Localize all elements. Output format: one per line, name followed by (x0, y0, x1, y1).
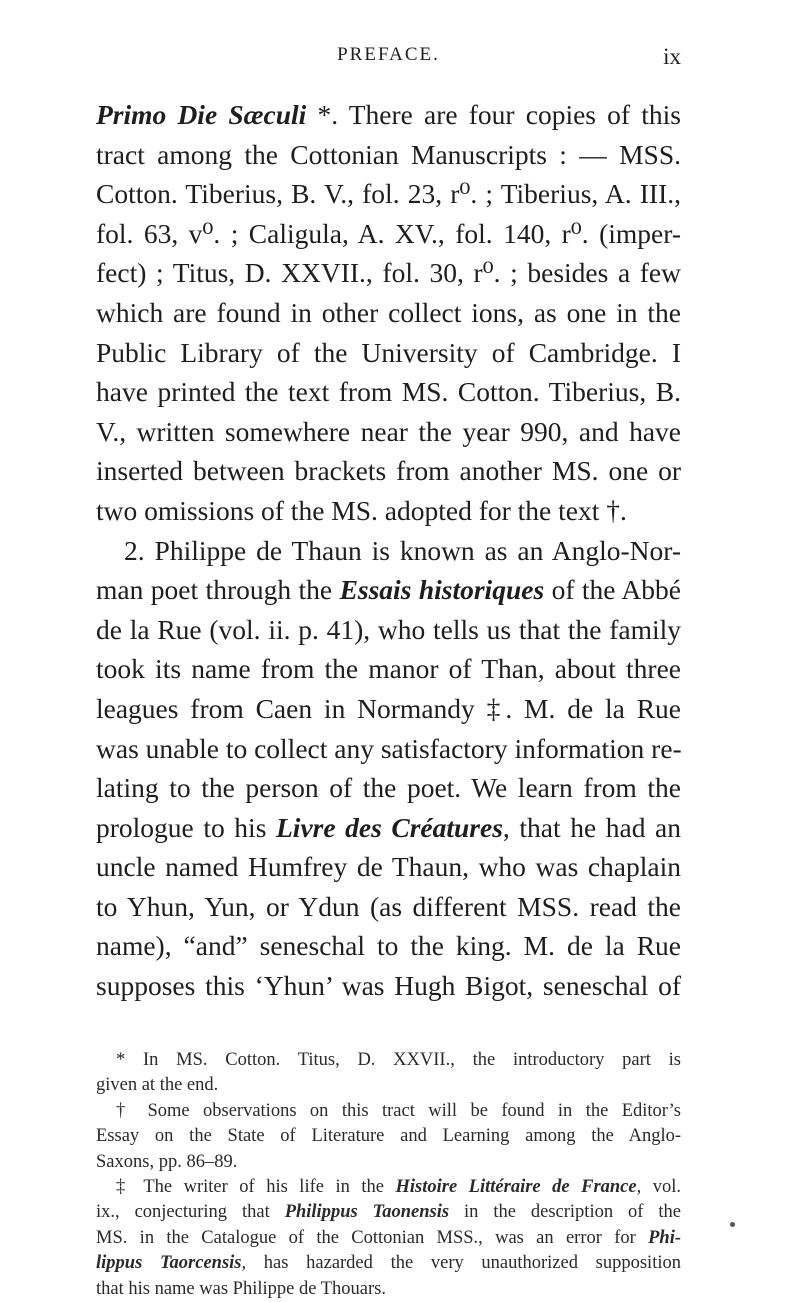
running-title: PREFACE. (337, 44, 440, 65)
footnote-1: * In MS. Cotton. Titus, D. XXVII., the introductory part is (116, 1050, 681, 1070)
text-line: took its name from the manor of Than, about three (96, 653, 681, 685)
footnote-2: † Some observations on this tract will be found in the Editor’s (116, 1100, 681, 1121)
footnote-3-cont: that his name was Philippe de Thouars. (96, 1278, 386, 1299)
text-line: V., written somewhere near the year 990, and have (96, 415, 681, 447)
footnote-3-cont: ix., conjecturing that Philippus Taonensis in the description of the (96, 1202, 681, 1223)
page-header (96, 44, 681, 74)
footnote-2-cont: Essay on the State of Literature and Learning among the Anglo- (96, 1126, 681, 1147)
text-line: uncle named Humfrey de Thaun, who was chaplain (96, 851, 681, 883)
text-line: man poet through the Essais historiques of the Abbé (96, 574, 681, 606)
footnote-3: ‡ The writer of his life in the Histoire Littéraire de France, vol. (116, 1177, 682, 1198)
text-line: tract among the Cottonian Manuscripts : — MSS. (96, 138, 681, 170)
footnote-2-cont: Saxons, pp. 86–89. (96, 1151, 238, 1172)
text-line: fol. 63, v⁰. ; Caligula, A. XV., fol. 140, r⁰. (imper- (96, 217, 681, 249)
footnote-marker: * (116, 1050, 126, 1070)
text-line: to Yhun, Yun, or Ydun (as different MSS. read the (96, 890, 681, 922)
text-line: 2. Philippe de Thaun is known as an Anglo-Nor- (124, 534, 681, 566)
text-line: prologue to his Livre des Créatures, that he had an (96, 811, 681, 843)
text-line: name), “and” seneschal to the king. M. de la Rue (96, 930, 681, 962)
text-line: Primo Die Sæculi *. There are four copies of this (96, 99, 681, 130)
text-line: Public Library of the University of Cambridge. I (96, 336, 681, 368)
text-line: two omissions of the MS. adopted for the text †. (96, 494, 627, 526)
text-line: supposes this ‘Yhun’ was Hugh Bigot, seneschal of (96, 970, 681, 1002)
text-line: de la Rue (vol. ii. p. 41), who tells us that the family (96, 613, 681, 645)
text-line: have printed the text from MS. Cotton. Tiberius, B. (96, 376, 681, 408)
text-line: lating to the person of the poet. We learn from the (96, 772, 681, 804)
main-text (96, 95, 681, 1006)
text-line: inserted between brackets from another MS. one or (96, 455, 681, 487)
text-line: Cotton. Tiberius, B. V., fol. 23, r⁰. ; Tiberius, A. III., (96, 178, 681, 210)
footnote-3-cont: lippus Taorcensis, has hazarded the very unauthorized supposition (96, 1253, 681, 1274)
page-number: ix (663, 44, 681, 69)
footnotes (96, 1048, 681, 1302)
print-speck (730, 1222, 735, 1227)
text-line: leagues from Caen in Normandy ‡. M. de la Rue (96, 692, 681, 724)
text-line: which are found in other collect ions, as one in the (96, 296, 681, 328)
footnote-3-cont: MS. in the Catalogue of the Cottonian MSS., was an error for Phi- (96, 1227, 681, 1248)
text-line: was unable to collect any satisfactory information re- (96, 732, 682, 764)
text-line: fect) ; Titus, D. XXVII., fol. 30, r⁰. ; besides a few (96, 257, 681, 289)
footnote-1-cont: given at the end. (96, 1075, 219, 1096)
